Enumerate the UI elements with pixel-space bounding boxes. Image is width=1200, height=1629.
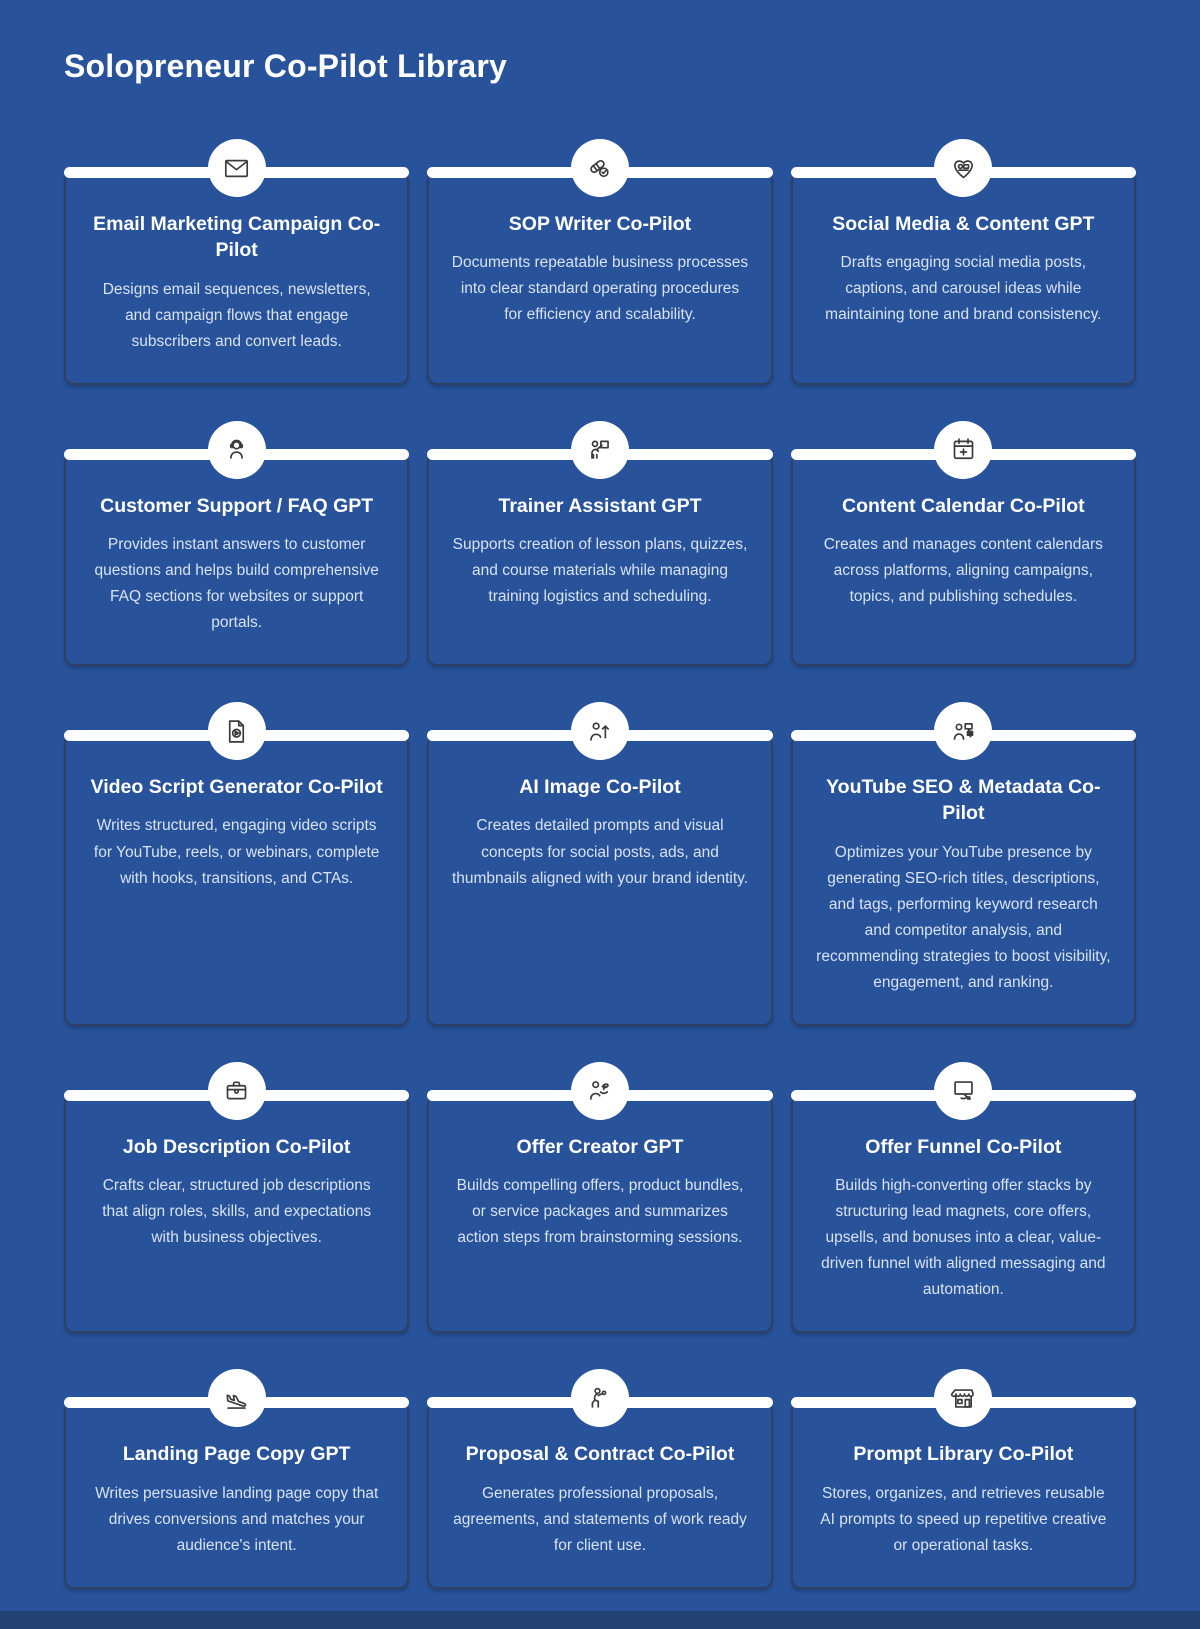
- card-description: Drafts engaging social media posts, captions, and carousel ideas while maintaining tone and brand consistency.: [825, 254, 1102, 324]
- calendar-plus-icon: [934, 421, 992, 479]
- card-title: Job Description Co-Pilot: [122, 1135, 351, 1158]
- copilot-card: [64, 1401, 409, 1588]
- copilot-card: [427, 453, 772, 666]
- card-description: Stores, organizes, and retrieves reusable AI prompts to speed up repetitive creative or operational tasks.: [820, 1484, 1107, 1554]
- card-title: AI Image Co-Pilot: [519, 776, 681, 799]
- envelope-icon: [208, 139, 266, 197]
- card-description: Designs email sequences, newsletters, and campaign flows that engage subscribers and convert leads.: [102, 280, 371, 350]
- card-description: Creates detailed prompts and visual concepts for social posts, ads, and thumbnails aligned with your brand identity.: [451, 817, 749, 887]
- card-title: Offer Creator GPT: [516, 1135, 684, 1158]
- copilot-card: [427, 1401, 772, 1588]
- card-title: SOP Writer Co-Pilot: [508, 213, 692, 235]
- copilot-card: [791, 1094, 1136, 1333]
- person-upload-icon: [571, 702, 629, 760]
- process-check-icon: [571, 139, 629, 197]
- card-description: Builds compelling offers, product bundles, or service packages and summarizes action steps from brainstorming sessions.: [456, 1177, 744, 1247]
- trainer-presentation-icon: [571, 421, 629, 479]
- copilot-card: [427, 734, 772, 1026]
- card-title: Customer Support / FAQ GPT: [100, 494, 374, 517]
- page-title: Solopreneur Co-Pilot Library: [64, 48, 507, 84]
- card-description: Writes structured, engaging video scripts for YouTube, reels, or webinars, complete with hooks, transitions, and CTAs.: [93, 817, 380, 887]
- copilot-card: [791, 171, 1136, 385]
- card-description: Builds high-converting offer stacks by structuring lead magnets, core offers, upsells, and bonuses into a clear, value-driven funnel with aligned messaging and automation.: [821, 1177, 1106, 1299]
- card-description: Documents repeatable business processes into clear standard operating procedures for efficiency and scalability.: [451, 254, 749, 324]
- card-title: Content Calendar Co-Pilot: [841, 494, 1085, 517]
- card-title: Prompt Library Co-Pilot: [853, 1443, 1074, 1466]
- copilot-card: [427, 1094, 772, 1333]
- card-title: Email Marketing Campaign Co-Pilot: [93, 213, 381, 262]
- briefcase-icon: [208, 1062, 266, 1120]
- card-title: Proposal & Contract Co-Pilot: [465, 1443, 735, 1466]
- copilot-card: [64, 171, 409, 385]
- copilot-card: [64, 453, 409, 666]
- card-title: Offer Funnel Co-Pilot: [865, 1135, 1062, 1158]
- card-description: Optimizes your YouTube presence by generating SEO-rich titles, descriptions, and tags, performing keyword research and competitor analysis, and recommending strategies to boost visibility, engagement, and ranking.: [816, 843, 1111, 991]
- card-title: Trainer Assistant GPT: [498, 494, 702, 517]
- headset-support-icon: [208, 421, 266, 479]
- card-title: Social Media & Content GPT: [832, 213, 1095, 235]
- copilot-card: [64, 734, 409, 1026]
- card-description: Crafts clear, structured job descriptions that align roles, skills, and expectations with business objectives.: [102, 1177, 372, 1247]
- copilot-card: [791, 453, 1136, 666]
- card-grid: [64, 143, 1136, 1589]
- card-description: Supports creation of lesson plans, quizzes, and course materials while managing training logistics and scheduling.: [452, 536, 748, 606]
- social-heart-icon: [934, 139, 992, 197]
- card-title: Landing Page Copy GPT: [122, 1443, 351, 1466]
- copilot-card: [427, 171, 772, 385]
- copilot-card: [791, 1401, 1136, 1588]
- card-description: Provides instant answers to customer questions and helps build comprehensive FAQ sections for websites or support portals.: [94, 536, 379, 632]
- card-title: Video Script Generator Co-Pilot: [90, 776, 383, 799]
- video-script-icon: [208, 702, 266, 760]
- copilot-card: [64, 1094, 409, 1333]
- footer-band: [0, 1611, 1200, 1629]
- kneeling-proposal-icon: [571, 1369, 629, 1427]
- card-description: Generates professional proposals, agreements, and statements of work ready for client use.: [453, 1484, 747, 1554]
- card-description: Writes persuasive landing page copy that drives conversions and matches your audience's intent.: [95, 1484, 379, 1554]
- person-offer-icon: [571, 1062, 629, 1120]
- copilot-card: [791, 734, 1136, 1026]
- storefront-icon: [934, 1369, 992, 1427]
- monitor-cursor-icon: [934, 1062, 992, 1120]
- people-chat-icon: [934, 702, 992, 760]
- plane-landing-icon: [208, 1369, 266, 1427]
- card-description: Creates and manages content calendars across platforms, aligning campaigns, topics, and publishing schedules.: [823, 536, 1103, 606]
- card-title: YouTube SEO & Metadata Co-Pilot: [826, 776, 1101, 825]
